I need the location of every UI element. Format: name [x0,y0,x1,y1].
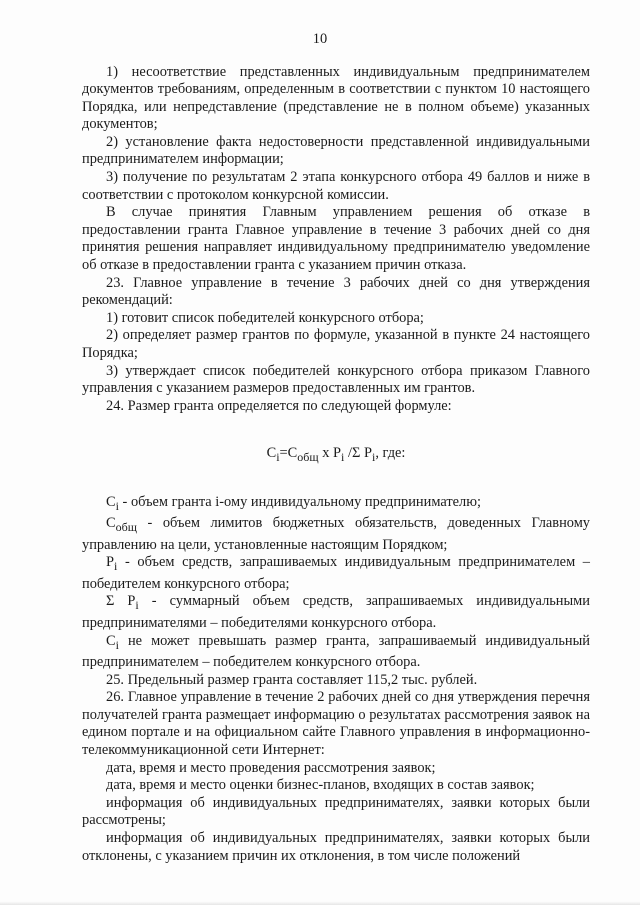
definition-ci: $C_i$ - объем гранта i-ому индивидуальному предпринимателю; [106,493,481,513]
paragraph: информация об индивидуальных предпринимателях, заявки которых были отклонены, с указанием причин их отклонения, в том числе положений [82,829,590,864]
paragraph: 2) установление факта недостоверности представленной индивидуальными предпринимателем информации; [82,133,590,168]
paragraph: 1) готовит список победителей конкурсного отбора; [106,309,424,326]
definition-pi: $P_i$ - объем средств, запрашиваемых индивидуальным предпринимателем – победителем конкурсного отбора; [82,554,590,592]
paragraph: дата, время и место оценки бизнес-планов, входящих в состав заявок; [106,777,535,794]
paragraph: 26. Главное управление в течение 2 рабочих дней со дня утверждения перечня получателей гранта размещает информацию о результатах рассмотрения заявок на едином портале и на официальном сайте Главного управления в информационно-телекоммуникационной сети Интернет: [82,689,590,758]
constraint-ci: $C_i$ не может превышать размер гранта, запрашиваемый индивидуальный предпринимателем – победителем конкурсного отбора. [82,632,590,670]
paragraph: 25. Предельный размер гранта составляет 115,2 тыс. рублей. [106,671,478,688]
definition-sum-pi: Σ $P_i$ - суммарный объем средств, запрашиваемых индивидуальными предпринимателями – победителями конкурсного отбора. [82,593,590,631]
grant-formula: $C_i=C_{общ}$ x $P_i$ /Σ $P_i$, где: [266,445,406,465]
paragraph: 1) несоответствие представленных индивидуальным предпринимателем документов требованиям, определенным в соответствии с пунктом 10 настоящего Порядка, или непредставление (представление не в полном объеме) указанных документов; [82,63,590,133]
page-number: 10 [312,31,328,47]
paragraph: 24. Размер гранта определяется по следующей формуле: [106,397,452,414]
paragraph: 3) получение по результатам 2 этапа конкурсного отбора 49 баллов и ниже в соответствии с протоколом конкурсной комиссии. [82,169,590,203]
paragraph: 3) утверждает список победителей конкурсного отбора приказом Главного управления с указанием размеров предоставленных им грантов. [82,362,590,397]
definition-cobsch: $C_{общ}$ - объем лимитов бюджетных обязательств, доведенных Главному управлению на цели, установленные настоящим Порядком; [82,515,590,553]
paragraph: 23. Главное управление в течение 3 рабочих дней со дня утверждения рекомендаций: [82,274,590,309]
document-body [82,64,590,866]
page-bottom-edge [0,901,640,905]
paragraph: дата, время и место проведения рассмотрения заявок; [106,759,436,776]
paragraph: информация об индивидуальных предпринимателях, заявки которых были рассмотрены; [82,794,590,829]
paragraph: В случае принятия Главным управлением решения об отказе в предоставлении гранта Главное управление в течение 3 рабочих дней со дня принятия решения направляет индивидуальному предпринимателю уведомление об отказе в предоставлении гранта с указанием причин отказа. [82,204,590,274]
paragraph: 2) определяет размер грантов по формуле, указанной в пункте 24 настоящего Порядка; [82,327,590,361]
